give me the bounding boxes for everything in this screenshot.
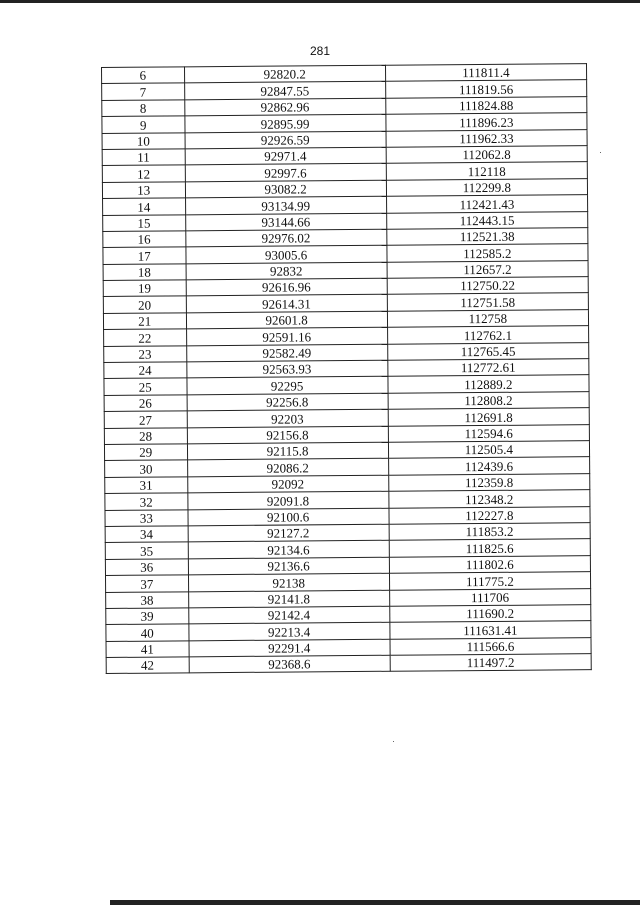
row-index-cell: 16 <box>103 231 186 248</box>
value-b-cell: 112772.61 <box>388 359 589 377</box>
row-index-cell: 14 <box>103 198 186 215</box>
value-b-cell: 111811.4 <box>385 64 586 82</box>
value-a-cell: 92141.8 <box>188 590 389 608</box>
value-a-cell: 93005.6 <box>185 246 386 264</box>
value-a-cell: 92582.49 <box>186 344 387 362</box>
value-b-cell: 111802.6 <box>389 555 590 573</box>
table-row <box>106 654 591 674</box>
value-a-cell: 92136.6 <box>188 557 389 575</box>
row-index-cell: 18 <box>103 264 186 281</box>
row-index-cell: 42 <box>106 657 189 674</box>
value-a-cell: 93144.66 <box>185 213 386 231</box>
row-index-cell: 7 <box>102 83 185 100</box>
value-a-cell: 92832 <box>186 262 387 280</box>
value-a-cell: 92997.6 <box>185 164 386 182</box>
row-index-cell: 34 <box>105 526 188 543</box>
value-a-cell: 92127.2 <box>188 524 389 542</box>
scan-edge-bottom <box>110 900 640 905</box>
value-b-cell: 112505.4 <box>388 441 589 459</box>
value-a-cell: 92926.59 <box>185 131 386 149</box>
row-index-cell: 8 <box>102 100 185 117</box>
value-b-cell: 112751.58 <box>387 293 588 311</box>
value-b-cell: 112359.8 <box>388 473 589 491</box>
row-index-cell: 38 <box>106 591 189 608</box>
value-b-cell: 112299.8 <box>386 178 587 196</box>
value-a-cell: 92563.93 <box>186 360 387 378</box>
value-a-cell: 92086.2 <box>187 459 388 477</box>
row-index-cell: 10 <box>102 132 185 149</box>
value-b-cell: 112758 <box>387 310 588 328</box>
value-b-cell: 111775.2 <box>389 572 590 590</box>
page-number: 281 <box>309 44 331 58</box>
row-index-cell: 6 <box>102 67 185 84</box>
value-b-cell: 111825.6 <box>389 539 590 557</box>
row-index-cell: 9 <box>102 116 185 133</box>
value-b-cell: 111853.2 <box>389 523 590 541</box>
value-b-cell: 112808.2 <box>388 391 589 409</box>
value-a-cell: 92203 <box>187 409 388 427</box>
row-index-cell: 41 <box>106 641 189 658</box>
row-index-cell: 13 <box>102 182 185 199</box>
row-index-cell: 20 <box>103 296 186 313</box>
coordinates-table <box>101 63 592 674</box>
value-b-cell: 112118 <box>386 162 587 180</box>
row-index-cell: 29 <box>104 444 187 461</box>
value-b-cell: 111824.88 <box>385 96 586 114</box>
value-b-cell: 112062.8 <box>386 146 587 164</box>
value-a-cell: 92616.96 <box>186 278 387 296</box>
value-a-cell: 92100.6 <box>187 508 388 526</box>
value-b-cell: 112521.38 <box>387 228 588 246</box>
value-a-cell: 92295 <box>186 377 387 395</box>
row-index-cell: 22 <box>104 329 187 346</box>
value-a-cell: 92138 <box>188 573 389 591</box>
value-a-cell: 92614.31 <box>186 295 387 313</box>
value-b-cell: 111962.33 <box>386 129 587 147</box>
row-index-cell: 40 <box>106 624 189 641</box>
value-b-cell: 111690.2 <box>389 605 590 623</box>
row-index-cell: 33 <box>105 509 188 526</box>
value-b-cell: 112750.22 <box>387 277 588 295</box>
value-b-cell: 111631.41 <box>390 621 591 639</box>
row-index-cell: 23 <box>104 345 187 362</box>
value-b-cell: 112762.1 <box>387 326 588 344</box>
row-index-cell: 31 <box>105 477 188 494</box>
value-a-cell: 92092 <box>187 475 388 493</box>
value-b-cell: 111896.23 <box>386 113 587 131</box>
value-a-cell: 92156.8 <box>187 426 388 444</box>
value-a-cell: 92820.2 <box>184 65 385 83</box>
value-a-cell: 92591.16 <box>186 328 387 346</box>
scan-edge-top <box>0 0 640 3</box>
value-a-cell: 93134.99 <box>185 196 386 214</box>
value-b-cell: 112421.43 <box>386 195 587 213</box>
value-b-cell: 112348.2 <box>389 490 590 508</box>
value-b-cell: 111566.6 <box>390 637 591 655</box>
value-b-cell: 112227.8 <box>389 506 590 524</box>
value-b-cell: 112439.6 <box>388 457 589 475</box>
value-b-cell: 112585.2 <box>387 244 588 262</box>
row-index-cell: 30 <box>105 460 188 477</box>
value-b-cell: 112594.6 <box>388 424 589 442</box>
row-index-cell: 17 <box>103 247 186 264</box>
row-index-cell: 37 <box>105 575 188 592</box>
value-b-cell: 111819.56 <box>385 80 586 98</box>
value-a-cell: 92142.4 <box>188 606 389 624</box>
row-index-cell: 19 <box>103 280 186 297</box>
row-index-cell: 26 <box>104 395 187 412</box>
row-index-cell: 24 <box>104 362 187 379</box>
row-index-cell: 39 <box>106 608 189 625</box>
value-b-cell: 111497.2 <box>390 654 591 672</box>
value-a-cell: 92847.55 <box>184 82 385 100</box>
table-body <box>102 64 592 674</box>
value-b-cell: 111706 <box>389 588 590 606</box>
value-a-cell: 92601.8 <box>186 311 387 329</box>
row-index-cell: 35 <box>105 542 188 559</box>
row-index-cell: 11 <box>102 149 185 166</box>
value-a-cell: 92213.4 <box>188 623 389 641</box>
value-a-cell: 92256.8 <box>187 393 388 411</box>
value-a-cell: 92895.99 <box>184 114 385 132</box>
value-a-cell: 92971.4 <box>185 147 386 165</box>
row-index-cell: 32 <box>105 493 188 510</box>
value-b-cell: 112765.45 <box>387 342 588 360</box>
value-b-cell: 112657.2 <box>387 260 588 278</box>
value-a-cell: 92368.6 <box>189 655 390 673</box>
row-index-cell: 15 <box>103 214 186 231</box>
value-a-cell: 92115.8 <box>187 442 388 460</box>
row-index-cell: 36 <box>105 559 188 576</box>
row-index-cell: 28 <box>104 427 187 444</box>
value-b-cell: 112889.2 <box>388 375 589 393</box>
value-b-cell: 112443.15 <box>386 211 587 229</box>
value-b-cell: 112691.8 <box>388 408 589 426</box>
value-a-cell: 92862.96 <box>184 98 385 116</box>
row-index-cell: 27 <box>104 411 187 428</box>
value-a-cell: 92291.4 <box>189 639 390 657</box>
value-a-cell: 92134.6 <box>188 541 389 559</box>
value-a-cell: 92091.8 <box>187 491 388 509</box>
row-index-cell: 25 <box>104 378 187 395</box>
scan-speck <box>393 741 394 742</box>
value-a-cell: 92976.02 <box>185 229 386 247</box>
row-index-cell: 21 <box>103 313 186 330</box>
value-a-cell: 93082.2 <box>185 180 386 198</box>
row-index-cell: 12 <box>102 165 185 182</box>
scan-speck <box>600 152 601 153</box>
